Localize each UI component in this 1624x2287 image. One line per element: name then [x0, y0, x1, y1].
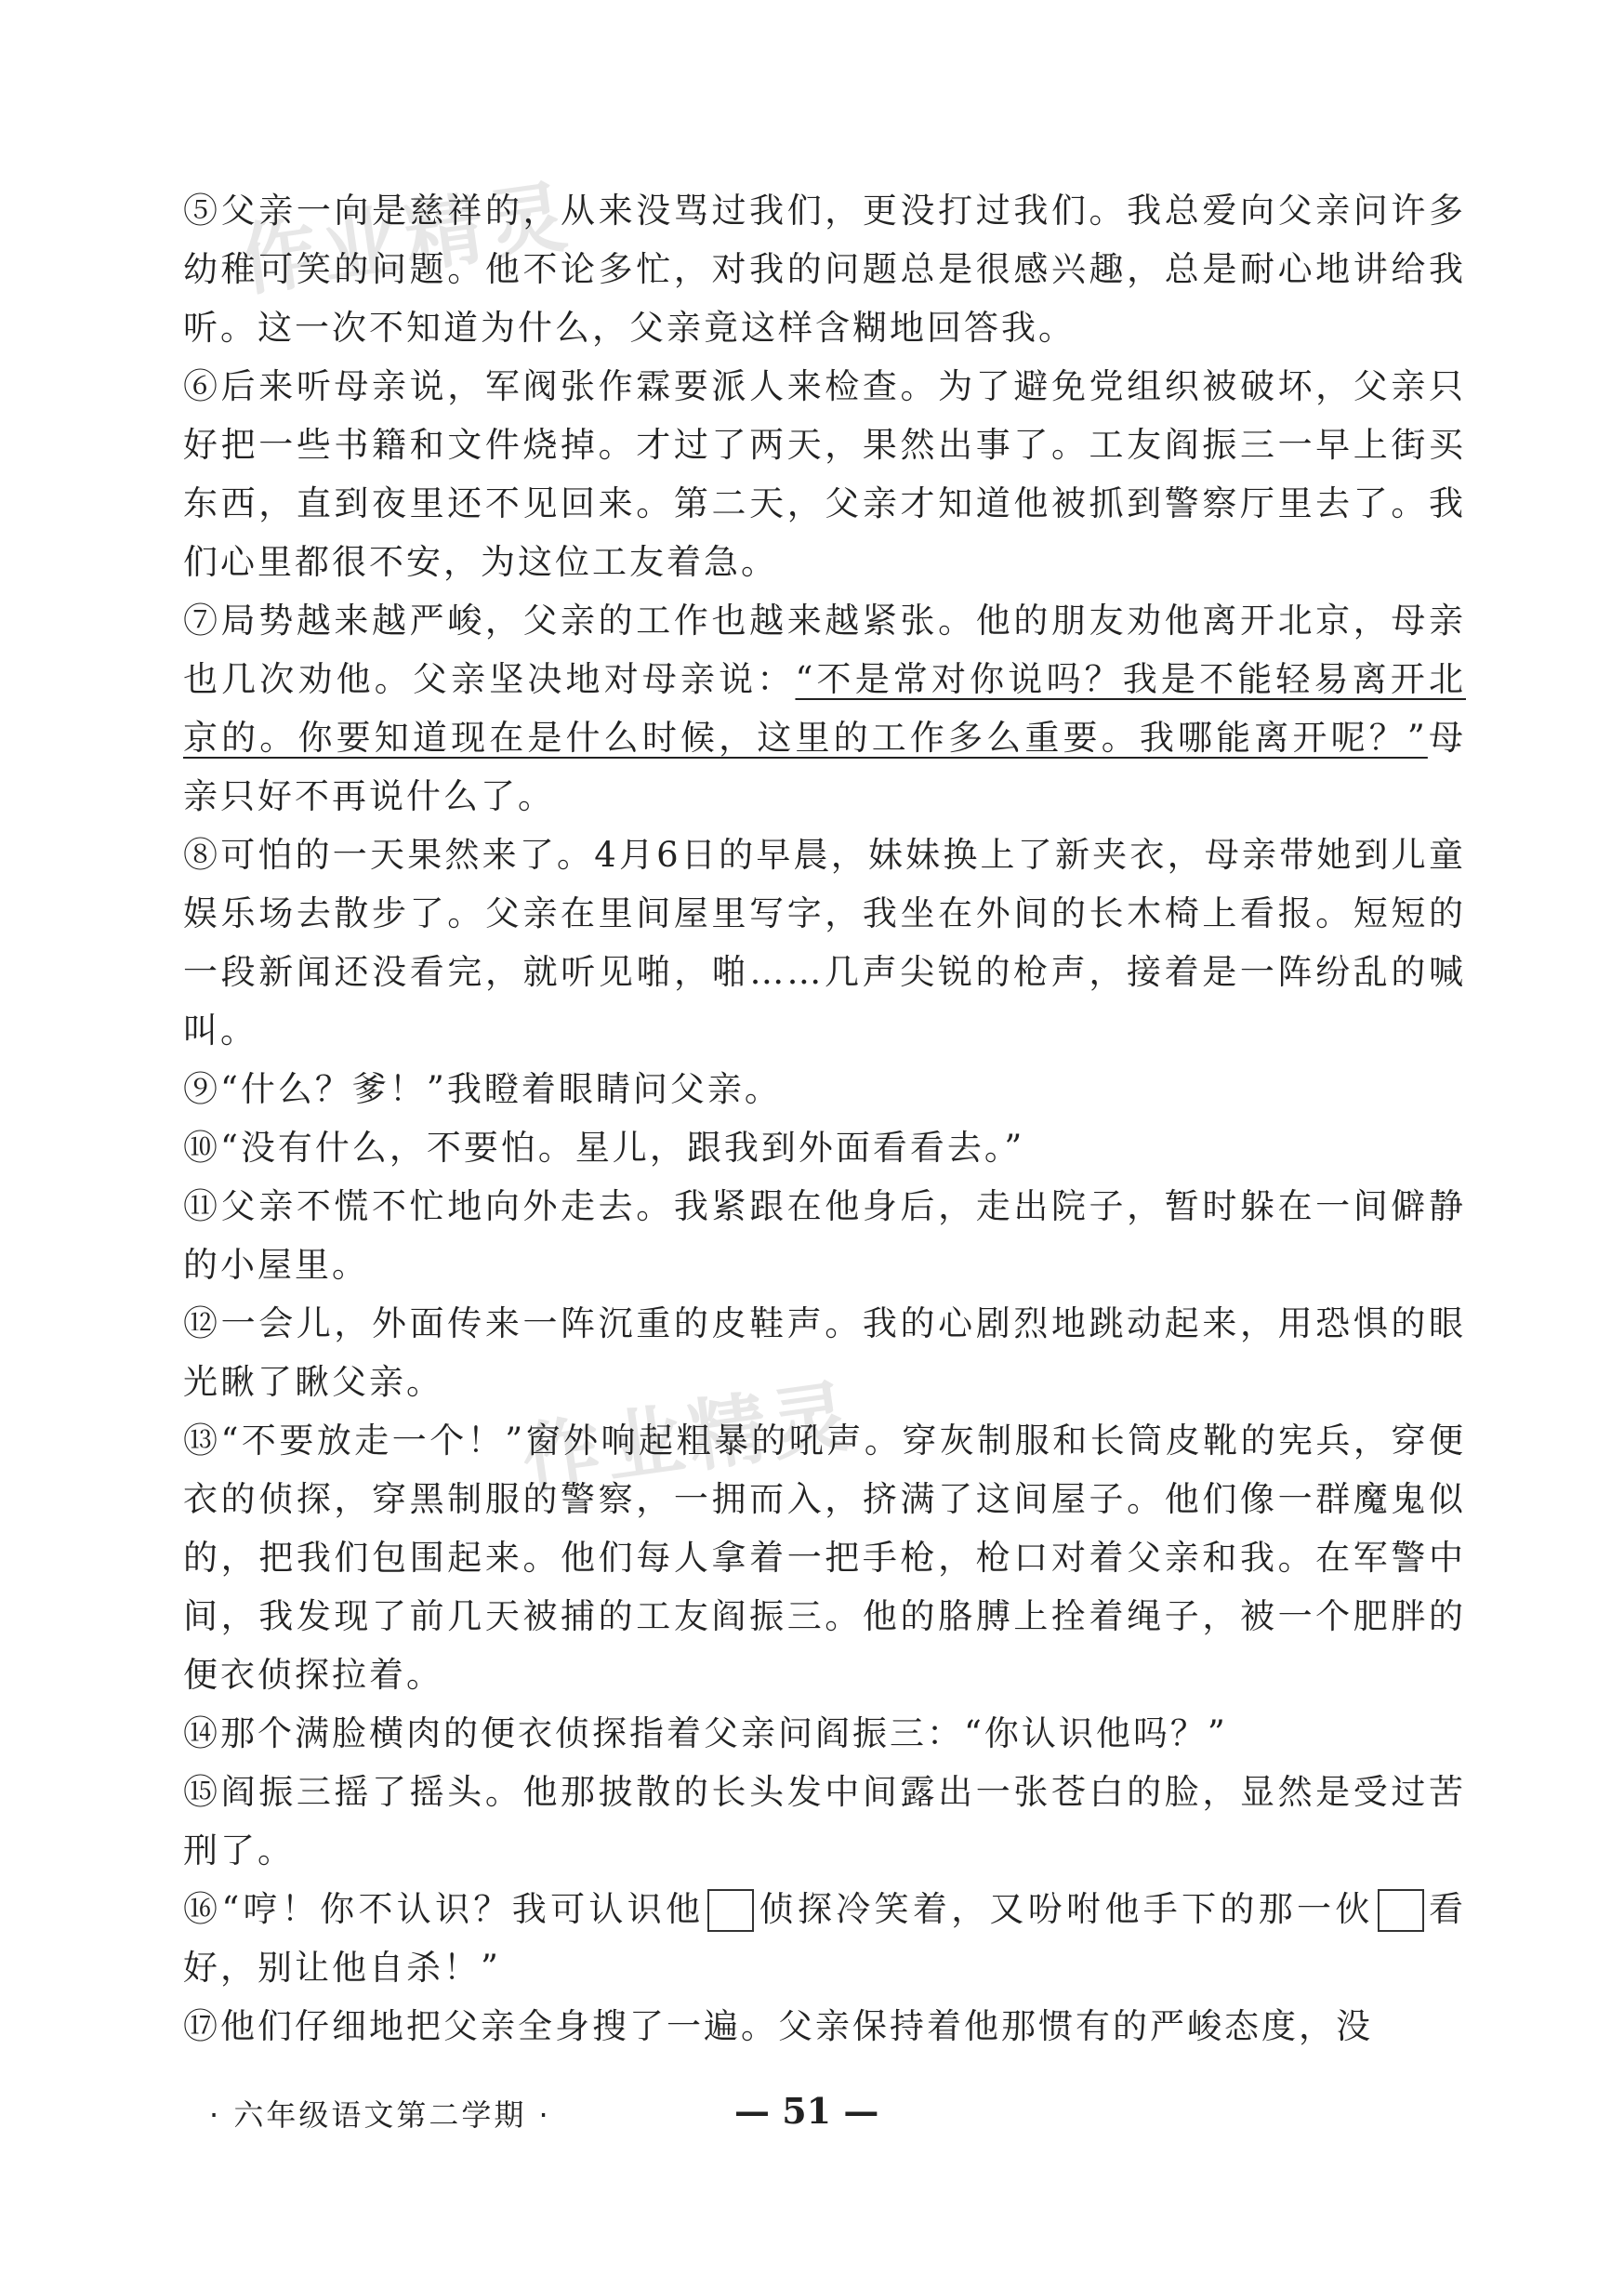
- underlined-quote: “不是常对你说吗？我是不能轻易离开北京的。你要知道现在是什么时候，这里的工作多么重要。我哪能离开呢？”: [183, 659, 1466, 758]
- article-body: [183, 181, 1466, 2056]
- paragraph-10: ⑩“没有什么，不要怕。星儿，跟我到外面看看去。”: [183, 1128, 1025, 1168]
- paragraph-5: ⑤父亲一向是慈祥的，从来没骂过我们，更没打过我们。我总爱向父亲问许多幼稚可笑的问题。他不论多忙，对我的问题总是很感兴趣，总是耐心地讲给我听。这一次不知道为什么，父亲竟这样含糊地回答我。: [183, 191, 1466, 348]
- paragraph-8: ⑧可怕的一天果然来了。4月6日的早晨，妹妹换上了新夹衣，母亲带她到儿童娱乐场去散步了。父亲在里间屋里写字，我坐在外间的长木椅上看报。短短的一段新闻还没看完，就听见啪，啪……几声尖锐的枪声，接着是一阵纷乱的喊叫。: [183, 835, 1466, 1051]
- paragraph-11: ⑪父亲不慌不忙地向外走去。我紧跟在他身后，走出院子，暂时躲在一间僻静的小屋里。: [183, 1186, 1466, 1285]
- watermark: 作业精灵: [516, 1369, 861, 1507]
- paragraph-17: ⑰他们仔细地把父亲全身搜了一遍。父亲保持着他那惯有的严峻态度，没: [183, 2006, 1373, 2046]
- page-number: — 51 —: [734, 2090, 879, 2132]
- paragraph-16: ⑯“哼！你不认识？我可认识他 侦探冷笑着，又吩咐他手下的那一伙 看好，别让他自杀！”: [183, 1889, 1467, 1988]
- punctuation-answer-box-2[interactable]: [1378, 1889, 1424, 1932]
- book-title: · 六年级语文第二学期 ·: [209, 2097, 551, 2133]
- punctuation-answer-box-1[interactable]: [707, 1889, 754, 1932]
- page-footer: [0, 2092, 1624, 2148]
- watermark: 作业精灵: [232, 170, 577, 308]
- paragraph-7: [183, 591, 1466, 826]
- paragraph-7-end: 母亲只好不再说什么了。: [183, 718, 1466, 816]
- paragraph-7-intro: ⑦局势越来越严峻，父亲的工作也越来越紧张。他的朋友劝他离开北京，母亲也几次劝他。父亲坚决地对母亲说：: [183, 601, 1466, 699]
- paragraph-14: ⑭那个满脸横肉的便衣侦探指着父亲问阎振三：“你认识他吗？”: [183, 1713, 1228, 1753]
- paragraph-13: ⑬“不要放走一个！”窗外响起粗暴的吼声。穿灰制服和长筒皮靴的宪兵，穿便衣的侦探，穿黑制服的警察，一拥而入，挤满了这间屋子。他们像一群魔鬼似的，把我们包围起来。他们每人拿着一把手枪，枪口对着父亲和我。在军警中间，我发现了前几天被捕的工友阎振三。他的胳膊上拴着绳子，被一个肥胖的便衣侦探拉着。: [183, 1421, 1466, 1695]
- paragraph-12: ⑫一会儿，外面传来一阵沉重的皮鞋声。我的心剧烈地跳动起来，用恐惧的眼光瞅了瞅父亲。: [183, 1303, 1466, 1402]
- paragraph-9: ⑨“什么？爹！”我瞪着眼睛问父亲。: [183, 1069, 782, 1109]
- paragraph-15: ⑮阎振三摇了摇头。他那披散的长头发中间露出一张苍白的脸，显然是受过苦刑了。: [183, 1772, 1466, 1871]
- paragraph-6: ⑥后来听母亲说，军阀张作霖要派人来检查。为了避免党组织被破坏，父亲只好把一些书籍和文件烧掉。才过了两天，果然出事了。工友阎振三一早上街买东西，直到夜里还不见回来。第二天，父亲才知道他被抓到警察厅里去了。我们心里都很不安，为这位工友着急。: [183, 366, 1466, 582]
